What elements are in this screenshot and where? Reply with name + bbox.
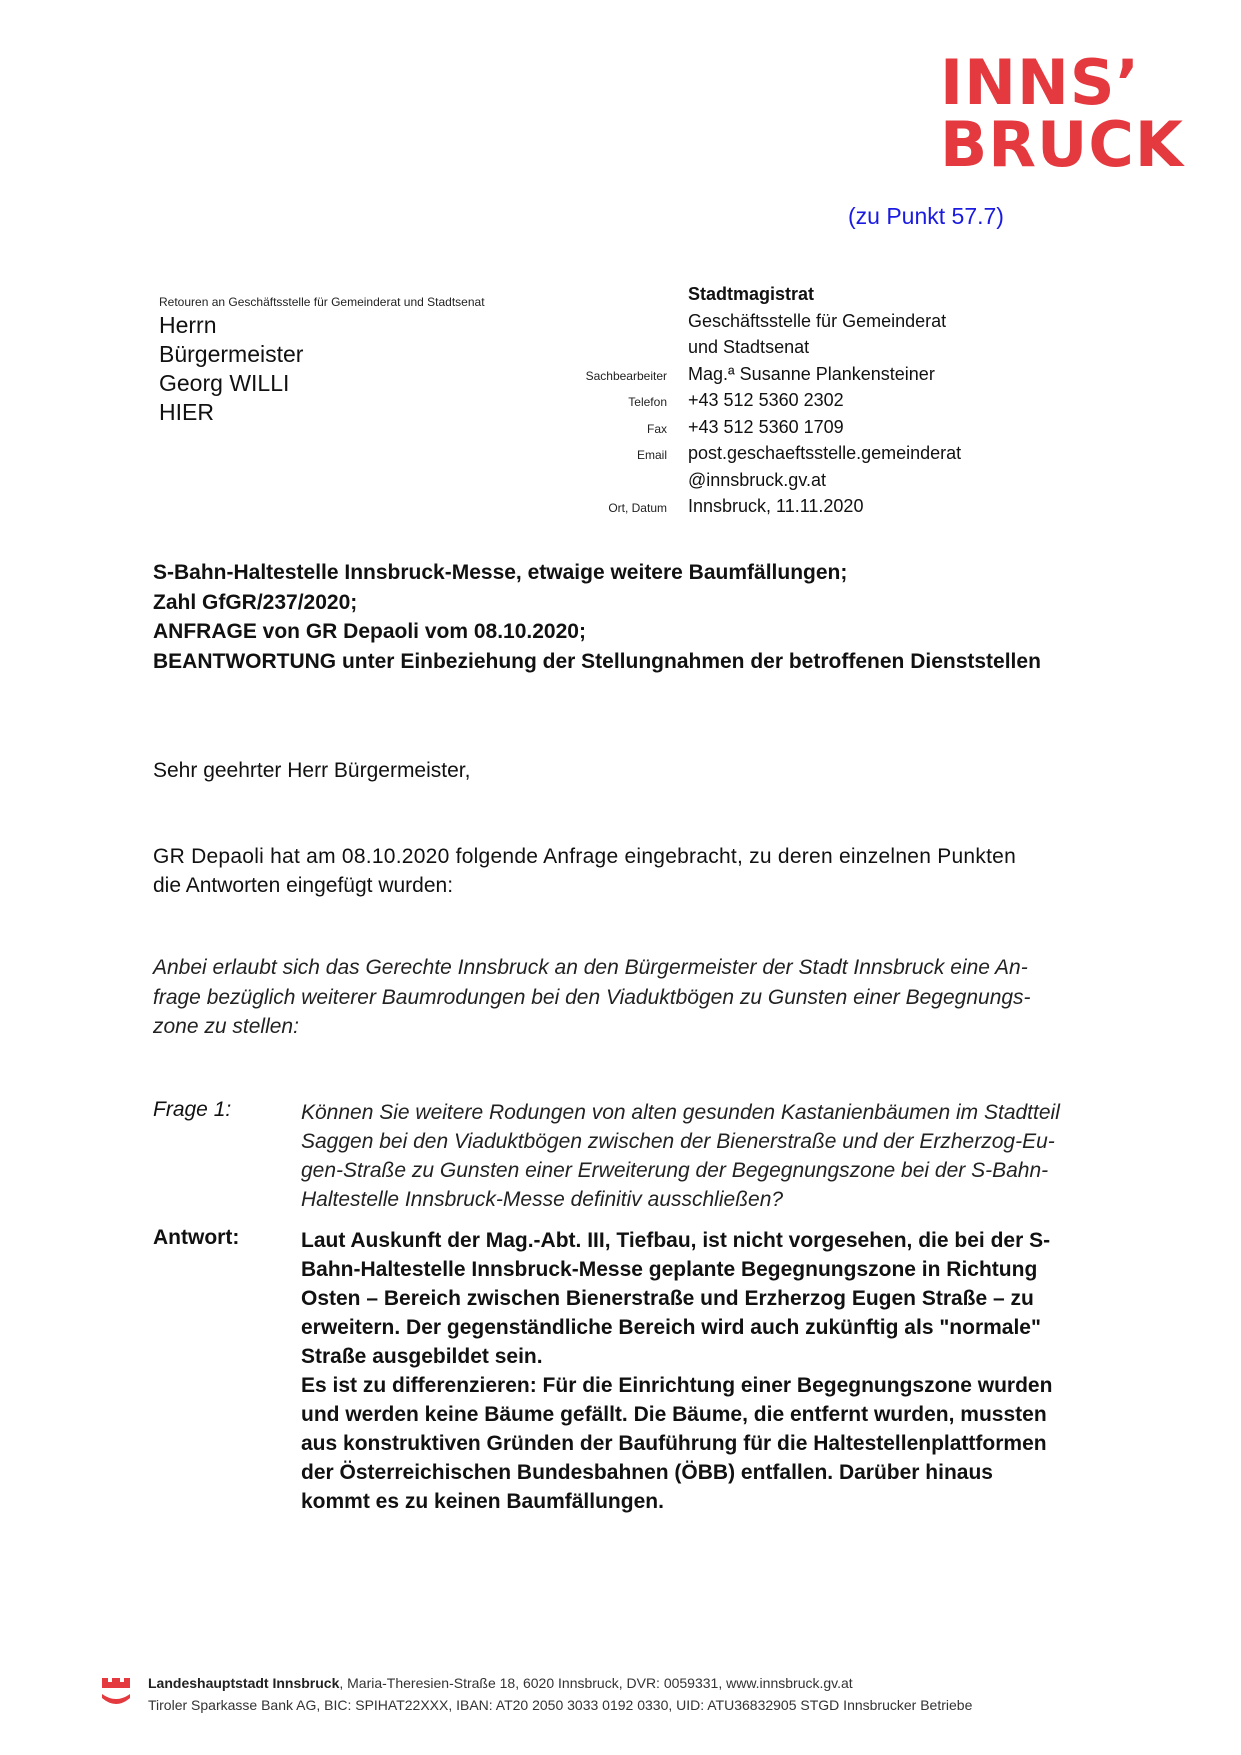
- recipient-line: Bürgermeister: [159, 341, 304, 367]
- ort-datum-value: Innsbruck, 11.11.2020: [688, 496, 864, 516]
- ort-datum-label: Ort, Datum: [608, 501, 667, 515]
- question-label: Frage 1:: [153, 1098, 232, 1121]
- answer-line: aus konstruktiven Gründen der Bauführung für die Haltestellenplattformen: [301, 1432, 1047, 1455]
- subject-line: Zahl GfGR/237/2020;: [153, 590, 358, 614]
- telefon-label: Telefon: [628, 395, 667, 409]
- agenda-point-reference: (zu Punkt 57.7): [848, 203, 1004, 229]
- answer-line: und werden keine Bäume gefällt. Die Bäume, die entfernt wurden, mussten: [301, 1403, 1047, 1426]
- answer-line: der Österreichischen Bundesbahnen (ÖBB) entfallen. Darüber hinaus: [301, 1461, 993, 1484]
- sender-dept-line-1: Geschäftsstelle für Gemeinderat: [688, 310, 947, 331]
- telefon-value: +43 512 5360 2302: [688, 390, 844, 410]
- answer-line: Osten – Bereich zwischen Bienerstraße und Erzherzog Eugen Straße – zu: [301, 1287, 1034, 1310]
- email-label: Email: [636, 448, 667, 462]
- answer-line: kommt es zu keinen Baumfällungen.: [301, 1490, 664, 1513]
- question-line: gen-Straße zu Gunsten einer Erweiterung der Begegnungszone bei der S-Bahn-: [301, 1159, 1049, 1182]
- answer-label: Antwort:: [153, 1226, 240, 1249]
- question-text: [301, 1098, 1131, 1214]
- answer-line: Straße ausgebildet sein.: [301, 1345, 543, 1368]
- question-line: Können Sie weitere Rodungen von alten gesunden Kastanienbäumen im Stadtteil: [301, 1101, 1060, 1124]
- answer-text: [301, 1226, 1131, 1516]
- innsbruck-logo: [940, 46, 1200, 181]
- question-line: Saggen bei den Viaduktbögen zwischen der Bienerstraße und der Erzherzog-Eu-: [301, 1130, 1055, 1153]
- intro-line: GR Depaoli hat am 08.10.2020 folgende Anfrage eingebracht, zu deren einzelnen Punkten: [153, 845, 1017, 868]
- intro-line: die Antworten eingefügt wurden:: [153, 874, 454, 897]
- subject-line: S-Bahn-Haltestelle Innsbruck-Messe, etwaige weitere Baumfällungen;: [153, 561, 848, 584]
- footer-org-name: Landeshauptstadt Innsbruck: [148, 1675, 340, 1691]
- answer-line: Laut Auskunft der Mag.-Abt. III, Tiefbau, ist nicht vorgesehen, die bei der S-: [301, 1229, 1051, 1252]
- fax-label: Fax: [646, 421, 667, 436]
- preamble-line: Anbei erlaubt sich das Gerechte Innsbruck an den Bürgermeister der Stadt Innsbruck eine An-: [153, 956, 1028, 979]
- salutation: Sehr geehrter Herr Bürgermeister,: [153, 759, 471, 782]
- request-preamble: [153, 953, 1129, 1042]
- recipient-line: Georg WILLI: [159, 370, 290, 396]
- subject-line: ANFRAGE von GR Depaoli vom 08.10.2020;: [153, 620, 586, 643]
- logo-line-1: INNS’: [940, 46, 1141, 119]
- sachbearbeiter-value: Mag.ª Susanne Plankensteiner: [688, 363, 935, 384]
- sender-dept-line-2: und Stadtsenat: [688, 337, 810, 357]
- question-line: Haltestelle Innsbruck-Messe definitiv ausschließen?: [301, 1188, 784, 1211]
- logo-line-2: BRUCK: [940, 108, 1184, 181]
- intro-paragraph: [153, 842, 1129, 900]
- recipient-address: [159, 311, 303, 427]
- email-value-line-1: post.geschaeftsstelle.gemeinderat: [688, 443, 962, 463]
- preamble-line: zone zu stellen:: [153, 1015, 299, 1038]
- innsbruck-coat-of-arms-icon: [100, 1674, 132, 1710]
- footer-address: , Maria-Theresien-Straße 18, 6020 Innsbruck, DVR: 0059331, www.innsbruck.gv.at: [339, 1675, 853, 1691]
- sender-office: Stadtmagistrat: [688, 284, 815, 304]
- answer-line: erweitern. Der gegenständliche Bereich wird auch zukünftig als "normale": [301, 1316, 1041, 1339]
- answer-line: Bahn-Haltestelle Innsbruck-Messe geplante Begegnungszone in Richtung: [301, 1258, 1038, 1281]
- subject-line: BEANTWORTUNG unter Einbeziehung der Stellungnahmen der betroffenen Dienststellen: [153, 649, 1041, 673]
- footer-line-2: Tiroler Sparkasse Bank AG, BIC: SPIHAT22XXX, IBAN: AT20 2050 3033 0192 0330, UID: ATU36832905 STGD Innsbrucker Betriebe: [148, 1697, 973, 1713]
- preamble-line: frage bezüglich weiterer Baumrodungen bei den Viaduktbögen zu Gunsten einer Begegnungs-: [153, 985, 1031, 1009]
- return-address: Retouren an Geschäftsstelle für Gemeinderat und Stadtsenat: [159, 295, 485, 309]
- footer-line-1: [148, 1672, 972, 1694]
- letter-subject: [153, 558, 1153, 676]
- sachbearbeiter-label: Sachbearbeiter: [585, 368, 667, 383]
- recipient-line: Herrn: [159, 312, 217, 338]
- email-value-line-2: @innsbruck.gv.at: [688, 469, 826, 490]
- sender-info-block: [420, 284, 1020, 523]
- fax-value: +43 512 5360 1709: [688, 416, 844, 437]
- recipient-line: HIER: [159, 399, 214, 425]
- answer-line: Es ist zu differenzieren: Für die Einrichtung einer Begegnungszone wurden: [301, 1374, 1053, 1397]
